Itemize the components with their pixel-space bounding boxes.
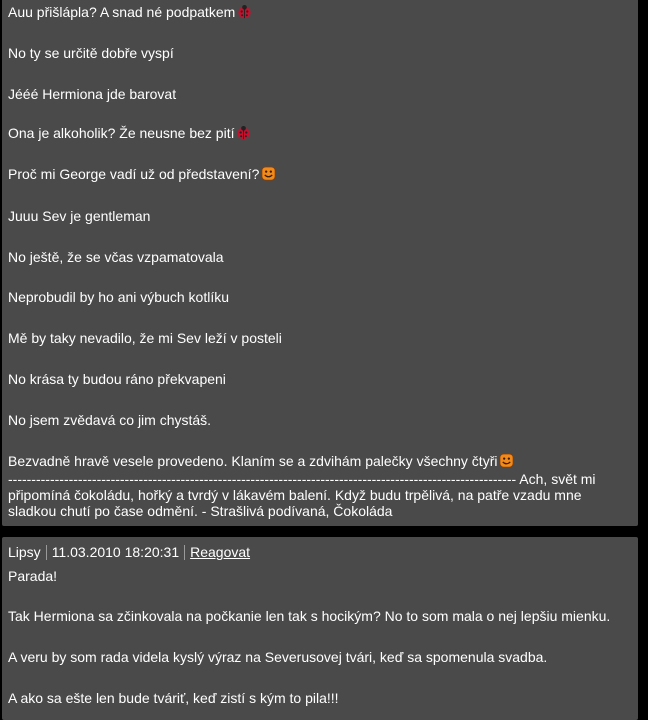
reply-link[interactable]: Reagovat: [190, 544, 251, 560]
comment-timestamp: 11.03.2010 18:20:31: [51, 544, 180, 560]
signature-text: Ach, svět mi připomíná čokoládu, hořký a tvrdý v lákavém balení. Když budu trpělivá, na patře vzadu mne sladkou chutí po čase odmění. - Strašlivá podívaná, Čokoláda: [8, 471, 596, 519]
comment-line: [8, 125, 251, 142]
comment-line: [8, 249, 224, 266]
comment-box-1: [2, 0, 638, 526]
comment-line: [8, 568, 57, 585]
comment-text: Neprobudil by ho ani výbuch kotlíku: [8, 289, 230, 305]
comment-line: [8, 453, 514, 470]
header-divider: [46, 545, 47, 560]
smiley-icon: [261, 166, 276, 181]
comment-box-2: [2, 537, 638, 720]
signature: [8, 471, 628, 519]
comment-text: Parada!: [8, 568, 58, 584]
comment-text: Bezvadně hravě vesele provedeno. Klaním se a zdvihám palečky všechny čtyři: [8, 453, 498, 469]
comment-text: Proč mi George vadí už od představení?: [8, 166, 260, 182]
signature-divider: -------------------------------------------------------------------------------------------------------------: [8, 471, 517, 487]
comment-line: [8, 371, 226, 388]
comment-text: Auu přišlápla? A snad né podpatkem: [8, 4, 236, 20]
comment-line: [8, 649, 547, 666]
comment-text: Ona je alkoholik? Že neusne bez pití: [8, 125, 235, 141]
comment-line: [8, 412, 211, 429]
comment-text: No ty se určitě dobře vyspí: [8, 45, 174, 61]
comment-text: A veru by som rada videla kyslý výraz na Severusovej tvári, keď sa spomenula svadba.: [8, 649, 548, 665]
comment-author: Lipsy: [8, 544, 41, 560]
header-divider: [184, 545, 185, 560]
comment-text: No krása ty budou ráno překvapeni: [8, 371, 226, 387]
comment-header: [8, 544, 250, 561]
comment-text: No ještě, že se včas vzpamatovala: [8, 249, 224, 265]
comment-text: Jééé Hermiona jde barovat: [8, 86, 177, 102]
comment-text: A ako sa ešte len bude tváriť, keď zistí s kým to pila!!!: [8, 690, 339, 706]
comment-text: Tak Hermiona sa zčinkovala na počkanie len tak s hocikým? No to som mala o nej lepšiu mienku.: [8, 608, 611, 624]
comment-line: [8, 4, 252, 21]
comment-line: [8, 690, 339, 707]
comment-line: [8, 208, 150, 225]
comment-line: [8, 166, 276, 183]
comment-line: [8, 608, 610, 625]
ladybug-icon: [236, 125, 251, 140]
comment-line: [8, 330, 282, 347]
comment-line: [8, 86, 176, 103]
comment-line: [8, 289, 229, 306]
comment-line: [8, 45, 174, 62]
comment-text: No jsem zvědavá co jim chystáš.: [8, 412, 212, 428]
ladybug-icon: [237, 4, 252, 19]
comment-text: Mě by taky nevadilo, že mi Sev leží v posteli: [8, 330, 282, 346]
comment-text: Juuu Sev je gentleman: [8, 208, 151, 224]
smiley-icon: [499, 453, 514, 468]
